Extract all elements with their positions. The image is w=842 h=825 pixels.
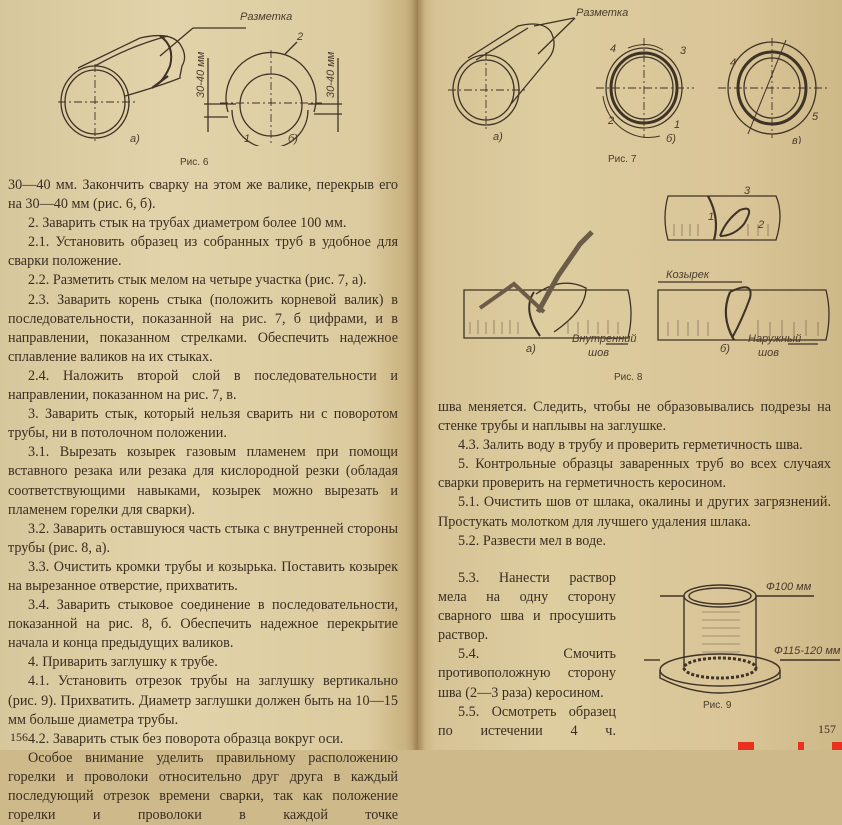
left-page xyxy=(0,0,418,824)
left-page-text xyxy=(8,176,398,825)
figure-7-num: 4 xyxy=(610,43,617,55)
figure-6-dim-right: 30-40 мм xyxy=(325,51,337,98)
paragraph: шва меняется. Следить, чтобы не образовывались подрезы на стенке трубы и наплывы на заглушке. xyxy=(438,399,831,435)
figure-6-dim-left: 30-40 мм xyxy=(195,51,207,98)
figure-6 xyxy=(50,6,380,146)
paragraph: 5.1. Очистить шов от шлака, окалины и других загрязнений. Простукать молотком для лучшего удаления шлака. xyxy=(438,494,831,530)
figure-8-label-b: б) xyxy=(720,343,730,355)
figure-8-outer-seam-label-2: шов xyxy=(758,347,779,359)
figure-7-drawing xyxy=(448,4,838,144)
page-number-right: 157 xyxy=(818,722,836,736)
figure-7-label-b: б) xyxy=(666,133,676,144)
red-watermark-fragment xyxy=(798,742,804,750)
figure-8-visor-label: Козырек xyxy=(666,269,710,281)
figure-8 xyxy=(458,180,842,360)
right-page-narrow-text xyxy=(438,569,616,741)
figure-8-inner-seam-label-2: шов xyxy=(588,347,609,359)
figure-6-label-2: 2 xyxy=(297,31,304,43)
figure-8-caption: Рис. 8 xyxy=(614,372,643,383)
paragraph: 4.3. Залить воду в трубу и проверить герметичность шва. xyxy=(458,437,803,454)
paragraph: 2.2. Разметить стык мелом на четыре участка (рис. 7, а). xyxy=(28,272,367,289)
page-number-left: 156 xyxy=(10,730,28,744)
figure-7-label-v: в) xyxy=(792,135,802,144)
figure-8-num: 2 xyxy=(758,219,765,231)
paragraph: 4.2. Заварить стык без поворота образца вокруг оси. xyxy=(28,730,344,747)
paragraph: 2.4. Наложить второй слой в последовательности и направлении, показанном на рис. 7, в. xyxy=(8,367,398,404)
figure-8-label-a: а) xyxy=(526,343,536,355)
paragraph: 2.1. Установить образец из собранных труб в удобное для сварки положение. xyxy=(8,234,398,270)
figure-8-inner-seam-label: Внутренний xyxy=(572,333,637,345)
figure-6-caption: Рис. 6 xyxy=(180,157,209,168)
paragraph: 5. Контрольные образцы заваренных труб во всех случаях сварки проверить на герметичность керосином. xyxy=(438,456,831,492)
figure-7-num: 1 xyxy=(674,119,681,131)
red-watermark-fragment xyxy=(738,742,754,750)
paragraph: 3.2. Заварить оставшуюся часть стыка с внутренней стороны трубы (рис. 8, а). xyxy=(8,520,398,556)
paragraph: 30—40 мм. Закончить сварку на этом же валике, перекрыв его на 30—40 мм (рис. 6, б). xyxy=(8,177,398,213)
figure-6-label-b: б) xyxy=(288,133,298,145)
figure-8-num: 3 xyxy=(744,185,751,197)
figure-7-marking-label: Разметка xyxy=(576,7,629,19)
figure-6-drawing xyxy=(50,6,380,146)
figure-7-num: 3 xyxy=(680,45,687,57)
paragraph: 5.5. Осмотреть образец по истечении 4 ч. xyxy=(438,703,616,739)
figure-8-num: 1 xyxy=(708,211,715,223)
figure-9 xyxy=(644,568,842,708)
figure-7 xyxy=(448,4,838,144)
red-watermark-fragment xyxy=(832,742,842,750)
figure-9-caption: Рис. 9 xyxy=(703,700,732,711)
right-page-text xyxy=(438,398,831,551)
figure-7-label-a: а) xyxy=(493,131,503,143)
figure-7-num: 4 xyxy=(730,57,737,69)
figure-8-outer-seam-label: Наружный xyxy=(748,333,802,345)
figure-8-drawing xyxy=(458,180,842,360)
paragraph: 3.3. Очистить кромки трубы и козырька. Поставить козырек на вырезанное отверстие, прихватить. xyxy=(8,558,398,594)
figure-9-plug-diameter: Ф115-120 мм xyxy=(774,645,841,657)
paragraph: Особое внимание уделить правильному расположению горелки и проволоки относительно друг друга в каждый последующий отрезок времени сварки, так как положение горелки и проволоки в каждой точке xyxy=(8,749,398,824)
figure-7-caption: Рис. 7 xyxy=(608,154,637,165)
figure-6-label-1: 1 xyxy=(244,133,251,145)
paragraph: 3. Заварить стык, который нельзя сварить ни с поворотом трубы, ни в потолочном положении. xyxy=(8,406,398,442)
paragraph: 2. Заварить стык на трубах диаметром более 100 мм. xyxy=(28,215,347,232)
paragraph: 3.1. Вырезать козырек газовым пламенем при помощи вставного резака или резака для кислородной резки (обладая соответствующими навыками, козырек можно вырезать и пламенем горелки для сварки). xyxy=(8,444,398,518)
paragraph: 5.4. Смочить противоположную сторону шва (2—3 раза) керосином. xyxy=(438,646,616,701)
paragraph: 5.2. Развести мел в воде. xyxy=(458,532,607,549)
paragraph: 4.1. Установить отрезок трубы на заглушку вертикально (рис. 9). Прихватить. Диаметр заглушки должен быть на 10—15 мм больше диаметра трубы. xyxy=(8,673,398,728)
right-page xyxy=(418,0,842,750)
figure-6-label-a: а) xyxy=(130,133,140,145)
paragraph: 4. Приварить заглушку к трубе. xyxy=(28,654,218,671)
figure-6-marking-label: Разметка xyxy=(240,11,293,23)
paragraph: 3.4. Заварить стыковое соединение в последовательности, показанной на рис. 8, б. Обеспечить надежное перекрытие начала и конца предыдущих валиков. xyxy=(8,597,398,652)
paragraph: 2.3. Заварить корень стыка (положить корневой валик) в последовательности, показанной на рис. 7, б цифрами, и в направлении, показанном стрелками. Обеспечить надежное сплавление валиков на их стыках. xyxy=(8,291,398,365)
figure-7-num: 5 xyxy=(812,111,819,123)
paragraph: 5.3. Нанести раствор мела на одну сторону сварного шва и просушить раствор. xyxy=(438,570,616,644)
figure-9-pipe-diameter: Ф100 мм xyxy=(766,581,812,593)
figure-9-drawing xyxy=(644,568,842,708)
figure-7-num: 2 xyxy=(608,115,615,127)
